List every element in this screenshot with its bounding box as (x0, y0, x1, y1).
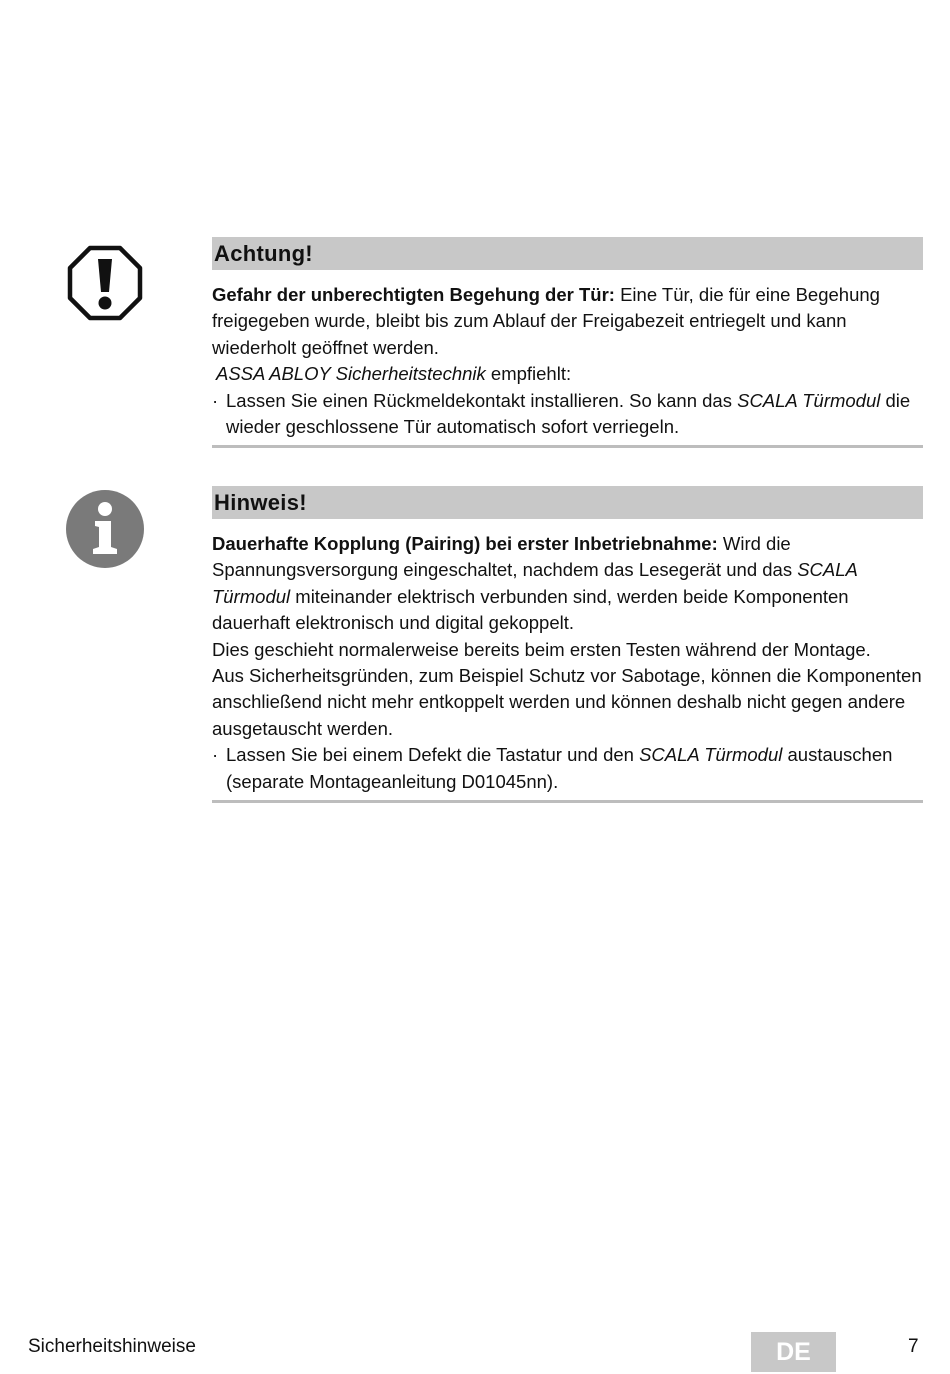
notice-paragraph-3: Aus Sicherheitsgründen, zum Beispiel Schutz vor Sabotage, können die Komponenten anschließend nicht mehr entkoppelt werden und können deshalb nicht gegen andere ausgetauscht werden. (212, 665, 922, 739)
bullet-dot: · (212, 744, 219, 766)
bullet-dot: · (212, 389, 219, 411)
warning-block (212, 237, 923, 448)
notice-paragraph-2: Dies geschieht normalerweise bereits beim ersten Testen während der Montage. (212, 638, 871, 660)
warning-bullet-text-1: Lassen Sie einen Rückmeldekontakt installieren. So kann das (226, 389, 738, 411)
warning-bullet-item (212, 388, 923, 441)
notice-heading: Hinweis! (212, 486, 923, 519)
notice-body (212, 519, 923, 795)
warning-lead-text: Eine Tür, die für eine Begehung freigegeben wurde, bleibt bis zum Ablauf der Freigabezeit entriegelt und kann wiederholt geöffnet werden. (212, 284, 880, 358)
notice-block (212, 486, 923, 803)
notice-bullet-product: SCALA Türmodul (639, 744, 783, 766)
warning-divider (212, 445, 923, 448)
info-circle-icon (65, 489, 145, 569)
warning-bullet-text-2: die wieder geschlossene Tür automatisch sofort verriegeln. (226, 389, 911, 438)
notice-lead-text-1: Wird die Spannungsversorgung eingeschaltet, nachdem das Lesegerät und das (212, 533, 798, 581)
warning-lead-paragraph (212, 282, 923, 361)
notice-lead-text-2: miteinander elektrisch verbunden sind, werden beide Komponenten dauerhaft elektronisch und digital gekoppelt. (212, 585, 849, 634)
warning-heading: Achtung! (212, 237, 923, 270)
notice-divider (212, 800, 923, 803)
notice-bullet-text-1: Lassen Sie bei einem Defekt die Tastatur und den (226, 744, 640, 766)
notice-lead-bold: Dauerhafte Kopplung (Pairing) bei erster Inbetriebnahme: (212, 533, 718, 554)
notice-lead-product: SCALA Türmodul (212, 559, 858, 607)
language-badge: DE (751, 1332, 836, 1372)
warning-body (212, 270, 923, 440)
page-number: 7 (908, 1336, 919, 1357)
warning-lead-bold: Gefahr der unberechtigten Begehung der Tür: (212, 284, 615, 305)
recommends-text: empfiehlt: (485, 363, 572, 385)
brand-name: ASSA ABLOY Sicherheitstechnik (216, 363, 486, 385)
notice-bullet-text-2: austauschen (separate Montageanleitung D01045nn). (226, 744, 893, 792)
notice-bullet-item (212, 742, 923, 795)
warning-recommendation (212, 361, 923, 387)
warning-bullet-product: SCALA Türmodul (737, 389, 881, 411)
exclamation-octagon-icon (67, 245, 143, 321)
footer-section-title: Sicherheitshinweise (28, 1336, 196, 1357)
notice-lead-paragraph (212, 531, 923, 637)
